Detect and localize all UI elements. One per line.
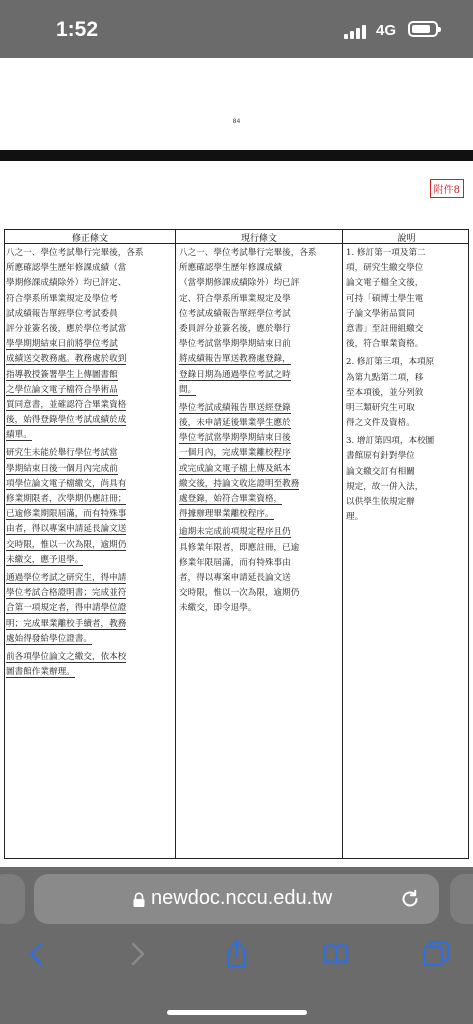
revised-line: 試成績報告單經學位考試委員 bbox=[6, 308, 118, 319]
column-divider bbox=[342, 230, 343, 858]
current-line: 得據辦理畢業離校程序。 bbox=[179, 509, 274, 520]
revised-line: 所應確認學生歷年修課成績（當 bbox=[6, 263, 127, 274]
cell-current bbox=[179, 246, 340, 617]
current-line: 者，得以專案申請延長論文送 bbox=[179, 572, 291, 583]
revised-line: 八之一、學位考試舉行完畢後，各系 bbox=[6, 248, 144, 258]
revised-line: 研究生未能於舉行學位考試當 bbox=[6, 448, 118, 459]
address-bar[interactable] bbox=[34, 874, 439, 924]
battery-icon bbox=[408, 21, 438, 37]
current-line: 後，未申請延後畢業學生應於 bbox=[179, 418, 291, 429]
revised-line: 之學位論文電子檔符合學術品 bbox=[6, 384, 118, 395]
current-line: 所應確認學生歷年修課成績 bbox=[179, 263, 283, 274]
book-icon[interactable] bbox=[321, 939, 351, 969]
home-indicator[interactable] bbox=[167, 1010, 307, 1015]
explanation-line: 論文繳交訂有相關 bbox=[346, 466, 415, 477]
current-line: 繳交後，持論文收迄證明至教務 bbox=[179, 478, 300, 489]
explanation-line: 3. 增訂第四項，本校圖 bbox=[346, 436, 435, 447]
explanation-line: 1. 修訂第一項及第二 bbox=[346, 248, 426, 258]
current-line: 逾期未完成前項規定程序且仍 bbox=[179, 527, 291, 538]
explanation-line: 書館原有針對學位 bbox=[346, 451, 415, 462]
current-line: 修業年限屆滿，而有特殊事由 bbox=[179, 557, 291, 568]
current-line: 交時限，惟以一次為限，逾期仍 bbox=[179, 588, 300, 599]
current-line: 定、符合學系所畢業規定及學 bbox=[179, 293, 291, 304]
status-time: 1:52 bbox=[56, 18, 99, 41]
current-line: 學位考試成績報告單送經登錄 bbox=[179, 402, 291, 413]
revised-line: 未繳交，應予退學。 bbox=[6, 554, 84, 565]
document-page-top bbox=[0, 58, 473, 150]
comparison-table bbox=[4, 229, 469, 859]
revised-line: 前各項學位論文之繳交，依本校 bbox=[6, 651, 127, 662]
revised-line: 評分並簽名後，應於學位考試當 bbox=[6, 323, 127, 334]
explanation-line: 理。 bbox=[346, 512, 364, 523]
revised-line: 明；完成畢業離校手續者，教務 bbox=[6, 618, 127, 629]
revised-line: 學期結束日後一個月內完成前 bbox=[6, 463, 118, 474]
explanation-line: 後，符合畢業資格。 bbox=[346, 339, 424, 350]
current-line: 委員評分並簽名後，應於舉行 bbox=[179, 323, 291, 334]
revised-line: 成績送交教務處。教務處於收到 bbox=[6, 354, 127, 365]
status-bar bbox=[0, 0, 473, 58]
reload-icon[interactable] bbox=[399, 888, 421, 910]
revised-line: 已逾修業期限屆滿，而有特殊事 bbox=[6, 509, 127, 520]
next-tab-preview[interactable] bbox=[450, 874, 473, 924]
explanation-line: 可持「碩博士學生電 bbox=[346, 293, 424, 304]
current-line: 一個月內，完成畢業離校程序 bbox=[179, 448, 291, 459]
header-explanation: 說明 bbox=[397, 234, 416, 244]
previous-tab-preview[interactable] bbox=[0, 874, 25, 924]
revised-line: 處始得發給學位證書。 bbox=[6, 633, 92, 644]
current-line: 登錄日期為通過學位考試之時 bbox=[179, 369, 291, 380]
document-page[interactable] bbox=[0, 161, 473, 867]
explanation-line: 論文電子檔全文後， bbox=[346, 278, 424, 289]
attachment-label: 附件8 bbox=[430, 179, 464, 198]
lock-icon bbox=[132, 892, 146, 908]
revised-line: 學位考試合格證明書；完成並符 bbox=[6, 588, 127, 599]
explanation-line: 子論文學術品質同 bbox=[346, 308, 415, 319]
revised-line: 符合學系所畢業規定及學位考 bbox=[6, 293, 118, 304]
explanation-line: 至本項後，並分列敘 bbox=[346, 387, 424, 398]
cell-explanation bbox=[346, 246, 468, 525]
cell-revised bbox=[6, 246, 174, 680]
browser-toolbar bbox=[0, 867, 473, 1024]
current-line: 或完成論文電子檔上傳及紙本 bbox=[179, 463, 291, 474]
url-text: newdoc.nccu.edu.tw bbox=[151, 887, 333, 909]
revised-line: 項學位論文電子檔繳交，尚具有 bbox=[6, 478, 127, 489]
revised-line: 後，始得登錄學位考試成績於成 bbox=[6, 415, 127, 426]
current-line: 處登錄，始符合畢業資格， bbox=[179, 494, 283, 504]
share-icon[interactable] bbox=[222, 939, 252, 969]
current-line: 將成績報告單送教務處登錄， bbox=[179, 354, 291, 365]
column-divider bbox=[175, 230, 176, 858]
current-line: （當學期修課成績除外）均已評 bbox=[179, 278, 300, 289]
explanation-line: 以供學生依規定辦 bbox=[346, 497, 415, 507]
revised-line: 質同意書，並確認符合畢業資格 bbox=[6, 399, 127, 410]
revised-line: 指導教授簽署學生上傳圖書館 bbox=[6, 369, 118, 380]
header-revised: 修正條文 bbox=[71, 234, 108, 244]
current-line: 學位考試當學期學期結束日後 bbox=[179, 433, 291, 444]
explanation-line: 明三類研究生可取 bbox=[346, 402, 415, 413]
current-line: 八之一、學位考試舉行完畢後，各系 bbox=[179, 248, 317, 258]
explanation-line: 意書」至註冊組繳交 bbox=[346, 323, 424, 334]
chevron-left-icon[interactable] bbox=[22, 939, 52, 969]
revised-line: 績單。 bbox=[6, 430, 32, 441]
current-line: 具修業年限者，即應註冊，已逾 bbox=[179, 542, 300, 553]
explanation-line: 得之文件及資格。 bbox=[346, 418, 415, 429]
revised-line: 學學期期結束日前將學位考試 bbox=[6, 339, 118, 350]
revised-line: 修業期限者，次學期仍應註冊； bbox=[6, 494, 127, 504]
chevron-right-icon[interactable] bbox=[122, 939, 152, 969]
revised-line: 通過學位考試之研究生，得申請 bbox=[6, 572, 127, 583]
page-separator bbox=[0, 150, 473, 161]
explanation-line: 2. 修訂第三項，本項原 bbox=[346, 357, 435, 368]
revised-line: 圖書館作業辦理。 bbox=[6, 667, 75, 678]
revised-line: 由者，得以專案申請延長論文送 bbox=[6, 524, 127, 535]
explanation-line: 項，研究生繳交學位 bbox=[346, 263, 424, 274]
signal-icon bbox=[344, 23, 368, 39]
explanation-line: 規定，故一併入法， bbox=[346, 481, 424, 492]
current-line: 位考試成績報告單經學位考試 bbox=[179, 308, 291, 319]
revised-line: 交時限，惟以一次為限，逾期仍 bbox=[6, 539, 127, 550]
header-current: 現行條文 bbox=[240, 234, 277, 244]
revised-line: 學期修課成績除外）均已評定、 bbox=[6, 278, 127, 289]
current-line: 學位考試當學期學期結束日前 bbox=[179, 339, 291, 350]
revised-line: 合第一項規定者，得申請學位證 bbox=[6, 603, 127, 614]
tabs-icon[interactable] bbox=[421, 939, 451, 969]
explanation-line: 為第九點第二項，移 bbox=[346, 372, 424, 383]
network-type: 4G bbox=[376, 22, 397, 39]
current-line: 未繳交，即令退學。 bbox=[179, 603, 257, 614]
page-number: 84 bbox=[232, 118, 241, 125]
current-line: 間。 bbox=[179, 384, 197, 395]
